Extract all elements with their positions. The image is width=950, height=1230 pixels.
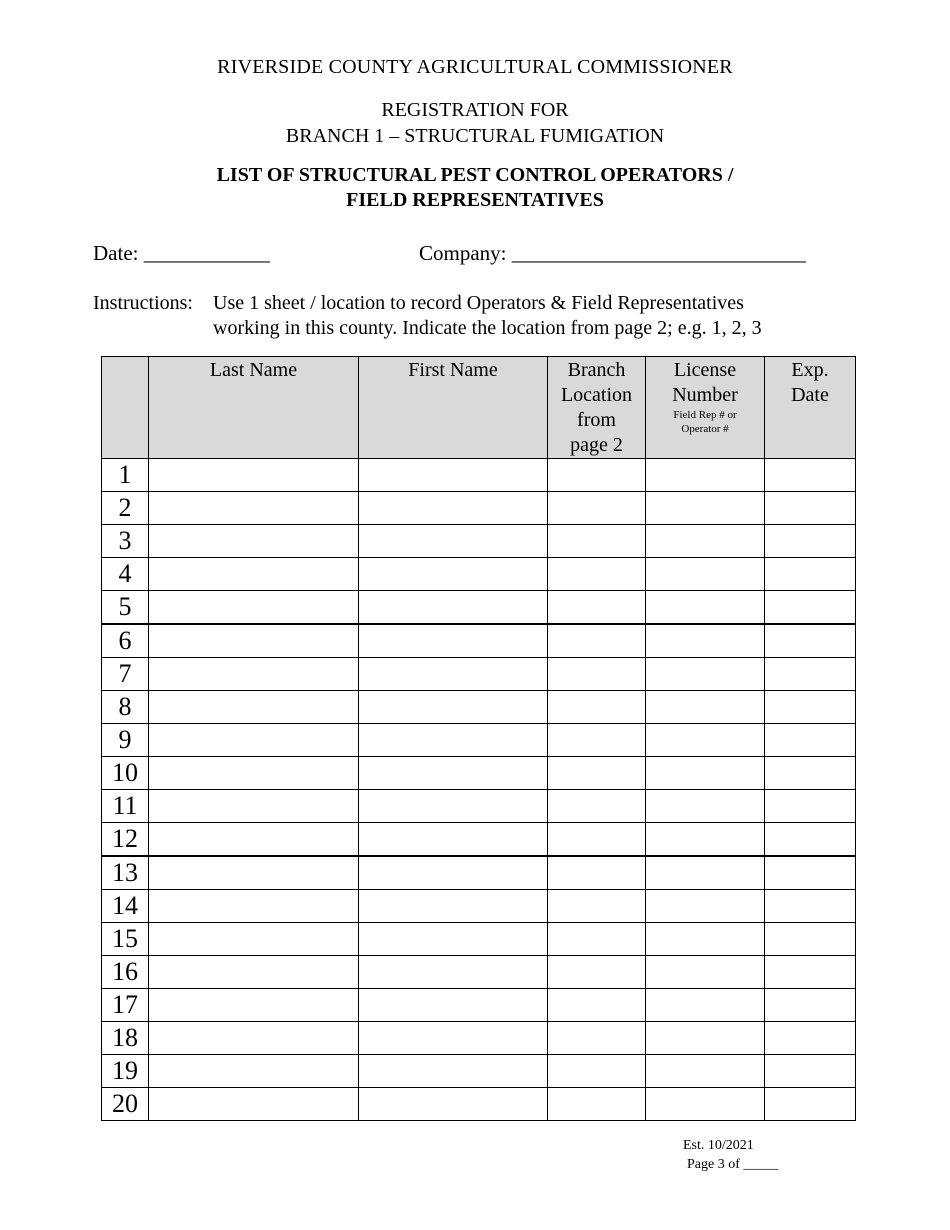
branch-location-cell[interactable] [548,492,646,525]
row-number: 16 [102,956,149,989]
exp-date-cell[interactable] [765,658,856,691]
exp-date-cell[interactable] [765,757,856,790]
first-name-cell[interactable] [359,856,548,890]
first-name-cell[interactable] [359,492,548,525]
license-number-cell[interactable] [646,591,765,625]
first-name-cell[interactable] [359,923,548,956]
last-name-cell[interactable] [149,923,359,956]
row-number: 14 [102,890,149,923]
last-name-cell[interactable] [149,591,359,625]
header-license-note-2: Operator # [681,423,729,435]
first-name-cell[interactable] [359,1055,548,1088]
exp-date-cell[interactable] [765,956,856,989]
last-name-cell[interactable] [149,624,359,658]
header-last-name: Last Name [149,357,359,459]
first-name-cell[interactable] [359,691,548,724]
last-name-cell[interactable] [149,856,359,890]
license-number-cell[interactable] [646,1055,765,1088]
last-name-cell[interactable] [149,658,359,691]
table-row [102,558,856,591]
row-number: 5 [102,591,149,625]
table-row [102,1055,856,1088]
row-number: 17 [102,989,149,1022]
last-name-cell[interactable] [149,1088,359,1121]
branch-location-cell[interactable] [548,790,646,823]
license-number-cell[interactable] [646,1088,765,1121]
first-name-cell[interactable] [359,890,548,923]
page-number[interactable]: Page 3 of _____ [687,1157,779,1172]
license-number-cell[interactable] [646,1022,765,1055]
branch-location-cell[interactable] [548,558,646,591]
row-number: 20 [102,1088,149,1121]
form-title-line-2: FIELD REPRESENTATIVES [346,189,604,211]
license-number-cell[interactable] [646,492,765,525]
table-row [102,525,856,558]
license-number-cell[interactable] [646,823,765,857]
header-exp-text-1: Exp. [791,359,829,381]
registration-line-1: REGISTRATION FOR [381,99,569,121]
license-number-cell[interactable] [646,691,765,724]
last-name-cell[interactable] [149,956,359,989]
license-number-cell[interactable] [646,790,765,823]
table-row [102,923,856,956]
row-number: 6 [102,624,149,658]
row-number: 3 [102,525,149,558]
last-name-cell[interactable] [149,823,359,857]
license-number-cell[interactable] [646,956,765,989]
first-name-cell[interactable] [359,1088,548,1121]
table-row [102,591,856,625]
license-number-cell[interactable] [646,658,765,691]
row-number: 15 [102,923,149,956]
license-number-cell[interactable] [646,558,765,591]
header-exp-text-2: Date [791,384,829,406]
first-name-cell[interactable] [359,823,548,857]
exp-date-cell[interactable] [765,923,856,956]
row-number: 2 [102,492,149,525]
branch-location-cell[interactable] [548,890,646,923]
branch-location-cell[interactable] [548,923,646,956]
header-first-name: First Name [359,357,548,459]
registration-line-2: BRANCH 1 – STRUCTURAL FUMIGATION [285,125,665,147]
table-row [102,724,856,757]
branch-location-cell[interactable] [548,525,646,558]
branch-location-cell[interactable] [548,1088,646,1121]
license-number-cell[interactable] [646,989,765,1022]
last-name-cell[interactable] [149,558,359,591]
row-number: 9 [102,724,149,757]
table-row [102,790,856,823]
table-row [102,956,856,989]
instructions-line-2: working in this county. Indicate the location from page 2; e.g. 1, 2, 3 [213,317,762,339]
exp-date-cell[interactable] [765,989,856,1022]
last-name-cell[interactable] [149,525,359,558]
row-number: 7 [102,658,149,691]
first-name-cell[interactable] [359,624,548,658]
exp-date-cell[interactable] [765,624,856,658]
header-branch-text-4: page 2 [570,434,623,456]
row-number: 19 [102,1055,149,1088]
form-revision-date: Est. 10/2021 [683,1138,754,1153]
row-number: 12 [102,823,149,857]
first-name-cell[interactable] [359,956,548,989]
first-name-cell[interactable] [359,989,548,1022]
row-number: 4 [102,558,149,591]
row-number: 8 [102,691,149,724]
license-number-cell[interactable] [646,757,765,790]
license-number-cell[interactable] [646,856,765,890]
branch-location-cell[interactable] [548,1055,646,1088]
table-row [102,757,856,790]
branch-location-cell[interactable] [548,459,646,492]
table-row [102,989,856,1022]
company-field[interactable]: Company: ____________________________ [419,241,806,265]
first-name-cell[interactable] [359,591,548,625]
branch-location-cell[interactable] [548,956,646,989]
instructions-label: Instructions: [93,292,193,314]
row-number: 18 [102,1022,149,1055]
table-row [102,1088,856,1121]
last-name-cell[interactable] [149,890,359,923]
branch-location-cell[interactable] [548,658,646,691]
last-name-cell[interactable] [149,1055,359,1088]
row-number: 11 [102,790,149,823]
table-row [102,459,856,492]
license-number-cell[interactable] [646,724,765,757]
table-body [102,459,856,1121]
exp-date-cell[interactable] [765,591,856,625]
branch-location-cell[interactable] [548,757,646,790]
first-name-cell[interactable] [359,459,548,492]
exp-date-cell[interactable] [765,1055,856,1088]
form-title-line-1: LIST OF STRUCTURAL PEST CONTROL OPERATORS / [216,164,734,186]
header-row-number [102,357,149,459]
license-number-cell[interactable] [646,459,765,492]
last-name-cell[interactable] [149,989,359,1022]
exp-date-cell[interactable] [765,1022,856,1055]
branch-location-cell[interactable] [548,989,646,1022]
header-license-text-2: Number [672,384,738,406]
row-number: 13 [102,856,149,890]
exp-date-cell[interactable] [765,459,856,492]
header-license-number [646,357,765,459]
exp-date-cell[interactable] [765,691,856,724]
date-field[interactable]: Date: ____________ [93,241,270,265]
last-name-cell[interactable] [149,459,359,492]
table-row [102,1022,856,1055]
license-number-cell[interactable] [646,923,765,956]
license-number-cell[interactable] [646,525,765,558]
branch-location-cell[interactable] [548,1022,646,1055]
branch-location-cell[interactable] [548,856,646,890]
exp-date-cell[interactable] [765,558,856,591]
branch-location-cell[interactable] [548,624,646,658]
table-row [102,658,856,691]
last-name-cell[interactable] [149,790,359,823]
last-name-cell[interactable] [149,691,359,724]
last-name-cell[interactable] [149,492,359,525]
first-name-cell[interactable] [359,724,548,757]
operators-table [101,356,856,1121]
branch-location-cell[interactable] [548,724,646,757]
agency-name: RIVERSIDE COUNTY AGRICULTURAL COMMISSIONER [217,56,733,78]
exp-date-cell[interactable] [765,856,856,890]
exp-date-cell[interactable] [765,492,856,525]
exp-date-cell[interactable] [765,525,856,558]
first-name-cell[interactable] [359,1022,548,1055]
exp-date-cell[interactable] [765,790,856,823]
branch-location-cell[interactable] [548,591,646,625]
table-row [102,856,856,890]
last-name-cell[interactable] [149,724,359,757]
last-name-cell[interactable] [149,1022,359,1055]
header-branch-text-1: Branch [567,359,626,381]
first-name-cell[interactable] [359,790,548,823]
table-row [102,624,856,658]
first-name-cell[interactable] [359,525,548,558]
exp-date-cell[interactable] [765,890,856,923]
branch-location-cell[interactable] [548,823,646,857]
table-row [102,823,856,857]
header-branch-location [548,357,646,459]
first-name-cell[interactable] [359,658,548,691]
header-branch-text-2: Location [560,384,633,406]
last-name-cell[interactable] [149,757,359,790]
header-exp-date [765,357,856,459]
row-number: 1 [102,459,149,492]
instructions-line-1: Use 1 sheet / location to record Operators & Field Representatives [213,292,744,314]
branch-location-cell[interactable] [548,691,646,724]
table-row [102,691,856,724]
table-row [102,492,856,525]
table-header-row [102,357,856,459]
header-license-text-1: License [673,359,737,381]
first-name-cell[interactable] [359,757,548,790]
first-name-cell[interactable] [359,558,548,591]
row-number: 10 [102,757,149,790]
exp-date-cell[interactable] [765,1088,856,1121]
table-row [102,890,856,923]
header-branch-text-3: from [577,409,616,431]
exp-date-cell[interactable] [765,724,856,757]
header-license-note-1: Field Rep # or [673,409,737,421]
license-number-cell[interactable] [646,624,765,658]
exp-date-cell[interactable] [765,823,856,857]
license-number-cell[interactable] [646,890,765,923]
